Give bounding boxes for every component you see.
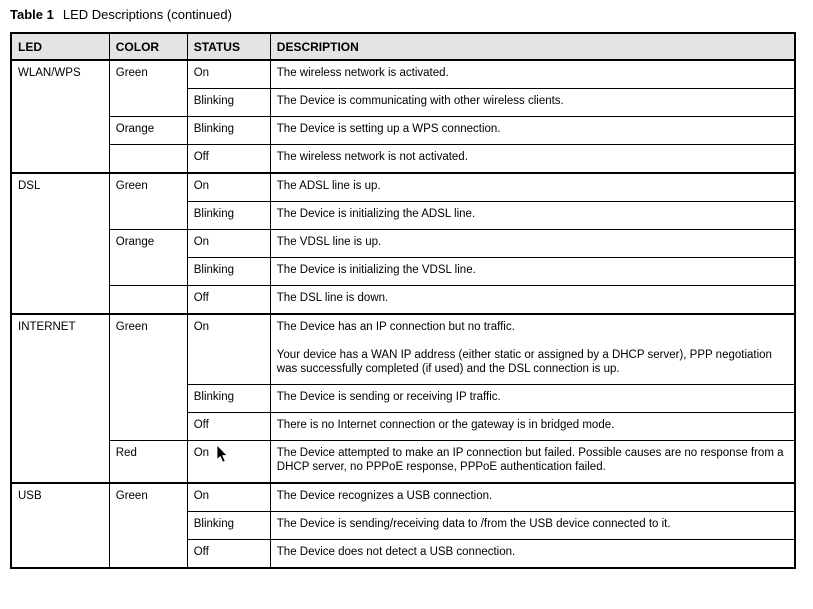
description-paragraph: The Device has an IP connection but no traffic. [276, 321, 515, 333]
description-paragraph: The Device is initializing the VDSL line. [276, 264, 476, 276]
led-descriptions-table [10, 32, 796, 569]
description-paragraph: The VDSL line is up. [276, 236, 382, 248]
description-cell [270, 385, 795, 413]
status-cell: Blinking [187, 117, 270, 145]
led-table-body [11, 60, 795, 568]
status-cell: Blinking [187, 385, 270, 413]
description-paragraph: The Device attempted to make an IP connection but failed. Possible causes are no response from a DHCP server, no PPPoE response, PPPoE authentication failed. [276, 447, 784, 473]
description-cell [270, 413, 795, 441]
description-paragraph: The Device is initializing the ADSL line. [276, 208, 476, 220]
color-cell: Orange [109, 117, 187, 145]
description-paragraph: The Device is sending or receiving IP traffic. [276, 391, 501, 403]
led-name-cell: INTERNET [11, 314, 109, 483]
table-header-row [11, 33, 795, 60]
led-name-cell: DSL [11, 173, 109, 314]
description-paragraph: There is no Internet connection or the gateway is in bridged mode. [276, 419, 615, 431]
description-cell [270, 286, 795, 315]
led-name-cell: USB [11, 483, 109, 568]
column-header-status: STATUS [187, 33, 270, 60]
description-paragraph: Your device has a WAN IP address (either static or assigned by a DHCP server), PPP negotiation was successfully completed (if used) and the DSL connection is up. [276, 349, 772, 375]
description-paragraph: The Device does not detect a USB connection. [276, 546, 516, 558]
description-cell [270, 202, 795, 230]
description-cell [270, 512, 795, 540]
table-header [11, 33, 795, 60]
color-cell: Green [109, 60, 187, 117]
description-cell [270, 60, 795, 89]
color-cell [109, 286, 187, 315]
table-caption-label: Table 1 [10, 7, 54, 22]
description-cell [270, 173, 795, 202]
description-paragraph: The ADSL line is up. [276, 180, 381, 192]
description-paragraph: The wireless network is not activated. [276, 151, 468, 163]
description-paragraph: The Device recognizes a USB connection. [276, 490, 493, 502]
status-cell: Blinking [187, 202, 270, 230]
description-paragraph: The DSL line is down. [276, 292, 389, 304]
description-cell [270, 540, 795, 569]
table-row [11, 145, 795, 174]
description-cell [270, 483, 795, 512]
status-cell: Off [187, 413, 270, 441]
status-cell: On [187, 314, 270, 385]
description-cell [270, 145, 795, 174]
status-cell: Blinking [187, 512, 270, 540]
status-cell: Blinking [187, 258, 270, 286]
table-row [11, 483, 795, 512]
table-row [11, 230, 795, 258]
document-page [10, 7, 796, 569]
status-cell: Off [187, 540, 270, 569]
status-cell: On [187, 483, 270, 512]
table-row [11, 314, 795, 385]
status-cell: On [187, 230, 270, 258]
status-cell: On [187, 173, 270, 202]
color-cell: Green [109, 483, 187, 568]
color-cell: Red [109, 441, 187, 484]
status-cell: Off [187, 145, 270, 174]
description-paragraph: The Device is communicating with other wireless clients. [276, 95, 564, 107]
description-cell [270, 89, 795, 117]
status-cell: Off [187, 286, 270, 315]
column-header-color: COLOR [109, 33, 187, 60]
description-cell [270, 258, 795, 286]
description-paragraph: The wireless network is activated. [276, 67, 449, 79]
description-cell [270, 117, 795, 145]
table-row [11, 117, 795, 145]
description-paragraph: The Device is sending/receiving data to /from the USB device connected to it. [276, 518, 671, 530]
status-cell: On [187, 441, 270, 484]
description-paragraph: The Device is setting up a WPS connection. [276, 123, 501, 135]
color-cell: Green [109, 314, 187, 441]
column-header-led: LED [11, 33, 109, 60]
led-name-cell: WLAN/WPS [11, 60, 109, 173]
column-header-description: DESCRIPTION [270, 33, 795, 60]
table-row [11, 286, 795, 315]
color-cell [109, 145, 187, 174]
color-cell: Green [109, 173, 187, 230]
table-row [11, 60, 795, 89]
status-cell: On [187, 60, 270, 89]
table-caption [10, 7, 796, 23]
table-row [11, 441, 795, 484]
status-cell: Blinking [187, 89, 270, 117]
table-caption-text: LED Descriptions (continued) [62, 7, 232, 22]
color-cell: Orange [109, 230, 187, 286]
description-cell [270, 230, 795, 258]
table-row [11, 173, 795, 202]
description-cell [270, 441, 795, 484]
description-cell [270, 314, 795, 385]
